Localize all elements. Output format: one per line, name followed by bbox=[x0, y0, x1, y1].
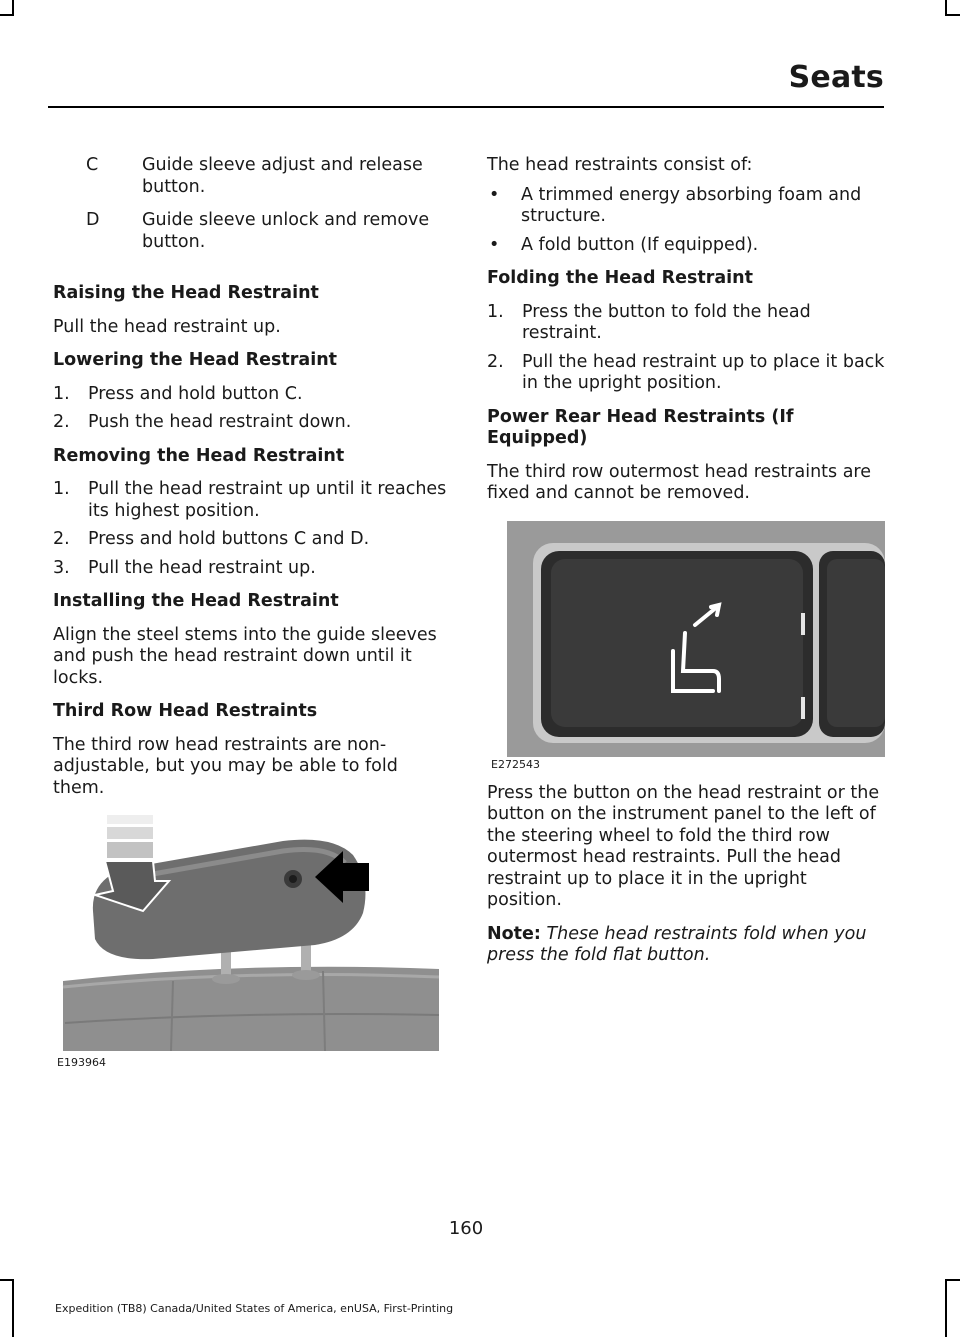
figure-code: E272543 bbox=[491, 757, 540, 771]
list-item bbox=[487, 302, 885, 345]
heading-installing: Installing the Head Restraint bbox=[53, 591, 339, 611]
head-restraint-figure bbox=[53, 811, 453, 1069]
crop-mark bbox=[0, 1279, 14, 1281]
step-text: Press the button to fold the head restraint. bbox=[522, 301, 811, 343]
right-column bbox=[487, 155, 885, 979]
header-rule bbox=[48, 106, 884, 108]
heading-raising: Raising the Head Restraint bbox=[53, 283, 319, 303]
step-number: 1. bbox=[53, 383, 70, 404]
head-restraint-illustration bbox=[53, 811, 439, 1051]
list-item bbox=[53, 479, 453, 522]
heading-removing: Removing the Head Restraint bbox=[53, 445, 345, 466]
note bbox=[487, 924, 885, 967]
bullet-text: A fold button (If equipped). bbox=[521, 234, 759, 255]
section-title: Seats bbox=[788, 60, 884, 95]
fold-button-figure bbox=[487, 521, 885, 771]
third-row-text: The third row head restraints are non-adjustable, but you may be able to fold them. bbox=[53, 734, 398, 798]
legend-text: Guide sleeve unlock and remove button. bbox=[142, 210, 430, 252]
list-item bbox=[53, 412, 453, 434]
legend-item bbox=[53, 210, 453, 253]
figure-code: E193964 bbox=[57, 1056, 106, 1069]
crop-mark bbox=[12, 0, 14, 14]
step-text: Pull the head restraint up. bbox=[88, 557, 316, 578]
step-text: Push the head restraint down. bbox=[88, 412, 352, 432]
step-number: 1. bbox=[487, 301, 504, 322]
note-label: Note: bbox=[487, 923, 541, 944]
press-button-text: Press the button on the head restraint or the button on the instrument panel to the left of the steering wheel to fold the third row outermost head restraints. Pull the head restraint up to place it in the upright position. bbox=[487, 782, 880, 910]
bullet: • bbox=[489, 234, 500, 255]
legend-text: Guide sleeve adjust and release button. bbox=[142, 155, 423, 197]
list-item bbox=[487, 235, 885, 257]
fold-button-photo bbox=[507, 521, 885, 757]
step-number: 2. bbox=[53, 529, 70, 549]
step-text: Press and hold button C. bbox=[88, 383, 303, 404]
bullet-text: A trimmed energy absorbing foam and structure. bbox=[521, 184, 862, 226]
power-rear-text: The third row outermost head restraints are fixed and cannot be removed. bbox=[487, 461, 872, 503]
crop-mark bbox=[12, 1279, 14, 1337]
crop-mark bbox=[945, 0, 947, 14]
crop-mark bbox=[0, 14, 14, 16]
crop-mark bbox=[945, 1279, 960, 1281]
list-item bbox=[487, 185, 885, 228]
note-text: These head restraints fold when you press the fold flat button. bbox=[487, 923, 867, 965]
list-item bbox=[53, 384, 453, 406]
heading-lowering: Lowering the Head Restraint bbox=[53, 350, 338, 370]
step-text: Press and hold buttons C and D. bbox=[88, 529, 370, 549]
list-item bbox=[53, 558, 453, 580]
intro-text: The head restraints consist of: bbox=[487, 155, 753, 175]
lowering-steps bbox=[53, 384, 453, 434]
list-item bbox=[53, 529, 453, 551]
folding-steps bbox=[487, 302, 885, 395]
heading-power-rear: Power Rear Head Restraints (If Equipped) bbox=[487, 406, 794, 448]
left-column bbox=[53, 155, 453, 1081]
list-item bbox=[487, 352, 885, 395]
raising-text: Pull the head restraint up. bbox=[53, 316, 281, 337]
crop-mark bbox=[945, 14, 960, 16]
components-list bbox=[487, 185, 885, 257]
step-number: 1. bbox=[53, 479, 70, 499]
step-text: Pull the head restraint up to place it back in the upright position. bbox=[522, 351, 885, 393]
heading-folding: Folding the Head Restraint bbox=[487, 268, 753, 288]
step-number: 2. bbox=[487, 351, 504, 372]
legend-item bbox=[53, 155, 453, 198]
step-number: 2. bbox=[53, 412, 70, 432]
page-number: 160 bbox=[448, 1218, 484, 1239]
step-text: Pull the head restraint up until it reaches its highest position. bbox=[88, 479, 447, 521]
removing-steps bbox=[53, 479, 453, 579]
legend-key: D bbox=[86, 210, 100, 230]
publication-info: Expedition (TB8) Canada/United States of America, enUSA, First-Printing bbox=[55, 1302, 454, 1315]
heading-third-row: Third Row Head Restraints bbox=[53, 701, 318, 721]
legend-key: C bbox=[86, 155, 99, 175]
bullet: • bbox=[489, 184, 500, 205]
crop-mark bbox=[945, 1279, 947, 1337]
step-number: 3. bbox=[53, 557, 70, 578]
installing-text: Align the steel stems into the guide sleeves and push the head restraint down until it locks. bbox=[53, 624, 437, 688]
